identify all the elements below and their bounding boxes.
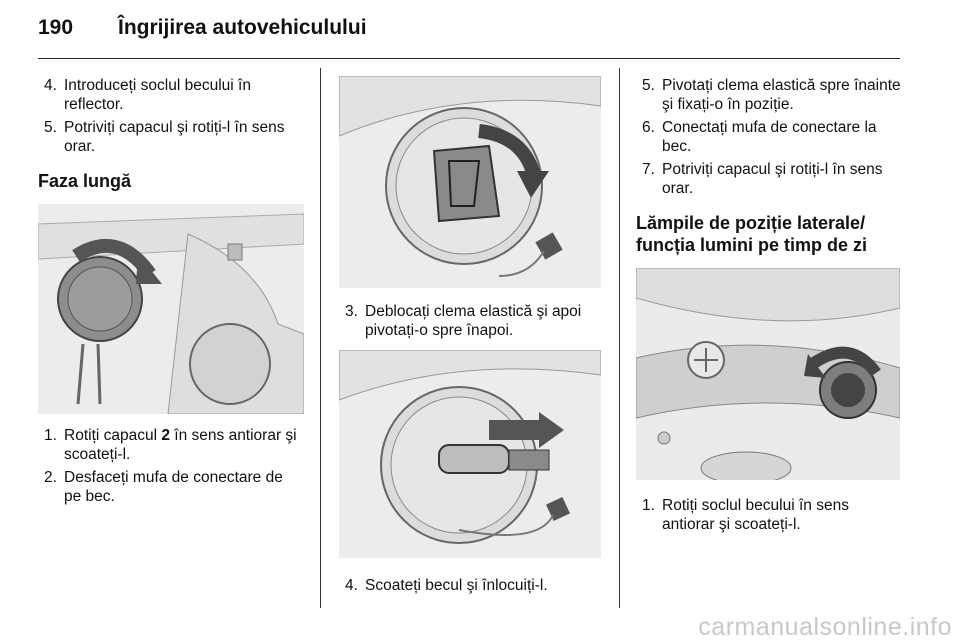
figure-high-beam-cap <box>38 204 304 414</box>
list-item: 4. Scoateți becul şi înlocuiți-l. <box>345 577 548 594</box>
page-number: 190 <box>38 16 74 39</box>
watermark: carmanualsonline.info <box>698 613 952 641</box>
list-item: 1. Rotiți capacul 2 în sens antiorar şi scoateți-l. <box>44 427 297 463</box>
list-item: 4. Introduceți soclul becului în reflector. <box>44 77 251 113</box>
list-item: 6. Conectați mufa de conectare la bec. <box>642 119 877 155</box>
column-divider-2 <box>619 68 620 608</box>
list-item: 3. Deblocați clema elastică şi apoi pivotați-o spre înapoi. <box>345 303 582 339</box>
column-divider-1 <box>320 68 321 608</box>
page-header <box>38 16 900 56</box>
column-3 <box>636 76 902 538</box>
column-1 <box>38 76 304 510</box>
list-item: 7. Potriviți capacul şi rotiți-l în sens orar. <box>642 161 883 197</box>
figure-bulb-removal <box>339 350 601 558</box>
list-item: 1. Rotiți soclul becului în sens antiorar şi scoateți-l. <box>642 497 849 533</box>
list-item: 5. Pivotați clema elastică spre înainte şi fixați-o în poziție. <box>642 77 901 113</box>
header-divider <box>38 58 900 59</box>
page-title: Îngrijirea autovehiculului <box>118 16 367 39</box>
section-heading-side-lamps: Lămpile de poziție laterale/ funcția lumini pe timp de zi <box>636 213 868 255</box>
figure-clip-release <box>339 76 601 288</box>
list-item: 2. Desfaceți mufa de conectare de pe bec. <box>44 469 283 505</box>
figure-side-lamp <box>636 268 900 480</box>
column-2 <box>339 76 605 599</box>
list-item: 5. Potriviți capacul şi rotiți-l în sens orar. <box>44 119 285 155</box>
section-heading-high-beam: Faza lungă <box>38 171 132 191</box>
